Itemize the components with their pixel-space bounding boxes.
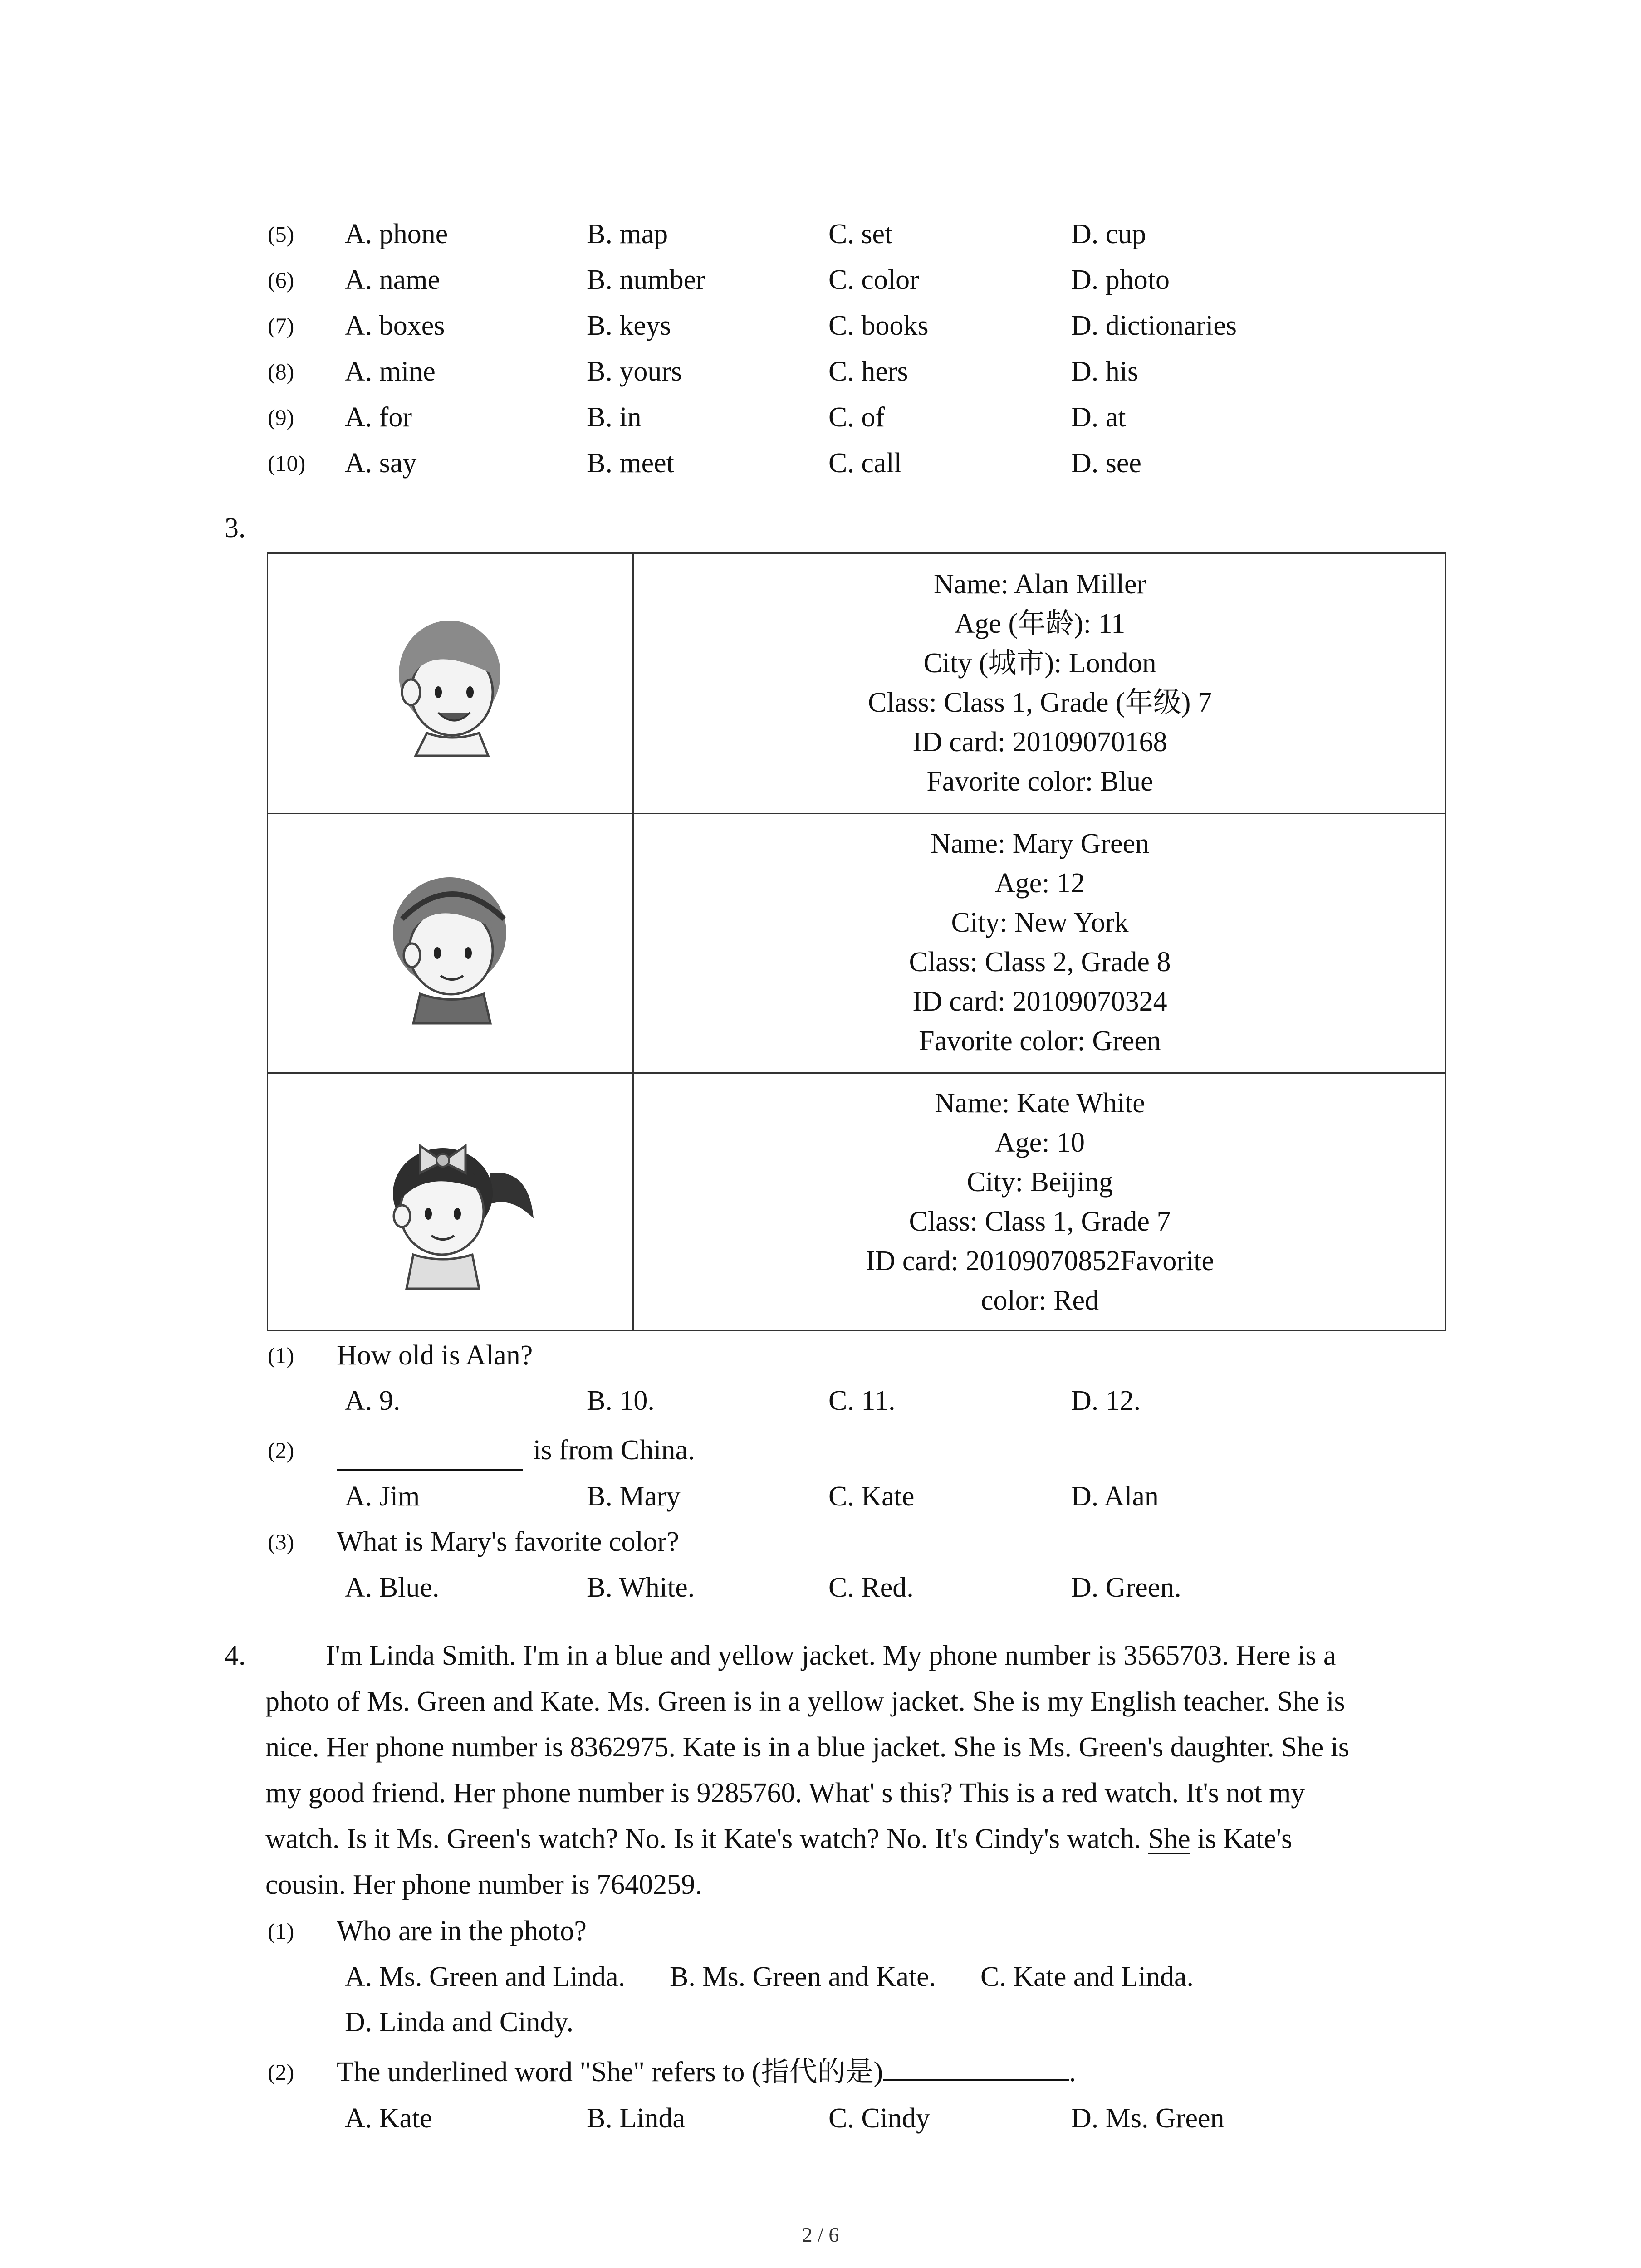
profile-line: Class: Class 1, Grade (年级) 7 xyxy=(868,687,1212,718)
question-number: (7) xyxy=(268,313,294,338)
passage-line: I'm Linda Smith. I'm in a blue and yellow jacket. My phone number is 3565703. Here is a xyxy=(326,1640,1336,1671)
profile-line: City: Beijing xyxy=(966,1167,1113,1198)
option-b: B. keys xyxy=(587,310,671,341)
option-a: A. phone xyxy=(345,219,448,249)
profile-line: Favorite color: Green xyxy=(919,1026,1161,1056)
option-b: B. in xyxy=(587,402,642,433)
table-divider xyxy=(268,813,1445,814)
answer-blank xyxy=(883,2054,1069,2081)
option-c: C. color xyxy=(828,264,919,295)
option-a: A. Kate xyxy=(345,2103,432,2134)
question-number: (8) xyxy=(268,359,294,384)
option-c: C. set xyxy=(828,219,893,249)
passage-line: my good friend. Her phone number is 9285760. What' s this? This is a red watch. It's not my xyxy=(265,1778,1305,1809)
section-number: 3. xyxy=(225,513,246,543)
option-c: C. 11. xyxy=(828,1385,896,1416)
profile-line: City (城市): London xyxy=(923,648,1156,679)
option-a: A. Blue. xyxy=(345,1572,440,1603)
question-stem: Who are in the photo? xyxy=(337,1916,587,1946)
profile-line: Age: 10 xyxy=(994,1127,1085,1158)
profile-line: ID card: 20109070168 xyxy=(912,727,1167,758)
profile-info-kate xyxy=(634,1084,1446,1320)
option-c: C. Red. xyxy=(828,1572,914,1603)
profile-line: Class: Class 2, Grade 8 xyxy=(909,947,1171,978)
option-a: A. Jim xyxy=(345,1481,420,1512)
profile-info-alan xyxy=(634,565,1446,802)
option-d: D. see xyxy=(1071,448,1141,479)
profile-info-mary xyxy=(634,824,1446,1061)
profile-line: ID card: 20109070852Favorite xyxy=(866,1246,1214,1276)
option-b: B. Linda xyxy=(587,2103,685,2134)
option-d: D. his xyxy=(1071,356,1139,387)
question-stem-text: The underlined word "She" refers to (指代的是) xyxy=(337,2057,883,2087)
profile-line: Name: Mary Green xyxy=(930,828,1149,859)
question-stem: What is Mary's favorite color? xyxy=(337,1526,679,1557)
option-b: B. number xyxy=(587,264,705,295)
profile-table xyxy=(267,552,1446,1331)
question-number: (2) xyxy=(268,1437,294,1463)
question-number: (5) xyxy=(268,221,294,247)
option-c: C. hers xyxy=(828,356,908,387)
profile-line: Name: Alan Miller xyxy=(933,569,1146,600)
option-b: B. meet xyxy=(587,448,674,479)
profile-line: color: Red xyxy=(981,1285,1099,1316)
passage-line: nice. Her phone number is 8362975. Kate is in a blue jacket. She is Ms. Green's daughter. She is xyxy=(265,1732,1350,1763)
option-d: D. Ms. Green xyxy=(1071,2103,1225,2134)
option-a: A. boxes xyxy=(345,310,445,341)
option-a: A. Ms. Green and Linda. xyxy=(345,1961,626,1992)
option-d: D. Alan xyxy=(1071,1481,1159,1512)
option-c: C. Kate xyxy=(828,1481,915,1512)
option-b: B. yours xyxy=(587,356,682,387)
profile-line: Favorite color: Blue xyxy=(926,766,1153,797)
option-d: D. at xyxy=(1071,402,1126,433)
page-number: 2 / 6 xyxy=(802,2223,839,2246)
option-d: D. photo xyxy=(1071,264,1170,295)
question-stem: is from China. xyxy=(533,1435,695,1466)
passage-text: watch. Is it Ms. Green's watch? No. Is it Kate's watch? No. It's Cindy's watch. xyxy=(265,1823,1148,1854)
option-b: B. 10. xyxy=(587,1385,655,1416)
question-number: (1) xyxy=(268,1918,294,1944)
profile-line: City: New York xyxy=(951,907,1129,938)
option-d: D. dictionaries xyxy=(1071,310,1237,341)
profile-line: ID card: 20109070324 xyxy=(912,986,1167,1017)
option-d: D. cup xyxy=(1071,219,1146,249)
option-c: C. call xyxy=(828,448,902,479)
passage-text: is Kate's xyxy=(1190,1823,1293,1854)
profile-line: Age: 12 xyxy=(994,868,1085,899)
option-d: D. 12. xyxy=(1071,1385,1141,1416)
option-b: B. Ms. Green and Kate. xyxy=(670,1961,936,1992)
option-b: B. White. xyxy=(587,1572,695,1603)
profile-line: Class: Class 1, Grade 7 xyxy=(909,1206,1171,1237)
option-c: C. books xyxy=(828,310,929,341)
option-d: D. Linda and Cindy. xyxy=(345,2007,573,2038)
question-stem: How old is Alan? xyxy=(337,1340,533,1371)
question-stem-end: . xyxy=(1069,2057,1076,2087)
boy-avatar-icon xyxy=(384,606,520,760)
passage-line: cousin. Her phone number is 7640259. xyxy=(265,1869,702,1900)
profile-line: Name: Kate White xyxy=(935,1088,1145,1119)
option-c: C. Kate and Linda. xyxy=(980,1961,1194,1992)
question-number: (10) xyxy=(268,450,306,476)
reading-passage xyxy=(265,1633,1450,1908)
question-number: (3) xyxy=(268,1529,294,1554)
ponytail-girl-avatar-icon xyxy=(375,1119,538,1291)
option-a: A. say xyxy=(345,448,417,479)
profile-line: Age (年龄): 11 xyxy=(954,608,1126,639)
section-number: 4. xyxy=(225,1640,246,1671)
underlined-word: She xyxy=(1148,1823,1190,1854)
question-number: (6) xyxy=(268,267,294,293)
answer-blank xyxy=(337,1443,523,1471)
question-stem xyxy=(337,2054,1076,2090)
question-number: (9) xyxy=(268,405,294,430)
table-divider xyxy=(268,1072,1445,1074)
passage-line: photo of Ms. Green and Kate. Ms. Green is in a yellow jacket. She is my English teacher. She is xyxy=(265,1686,1345,1717)
option-b: B. Mary xyxy=(587,1481,681,1512)
option-b: B. map xyxy=(587,219,668,249)
question-number: (2) xyxy=(268,2059,294,2085)
option-a: A. mine xyxy=(345,356,436,387)
option-c: C. of xyxy=(828,402,885,433)
question-number: (1) xyxy=(268,1343,294,1368)
passage-line xyxy=(265,1816,1450,1862)
girl-avatar-icon xyxy=(379,865,524,1028)
option-c: C. Cindy xyxy=(828,2103,930,2134)
option-a: A. 9. xyxy=(345,1385,401,1416)
option-a: A. for xyxy=(345,402,412,433)
option-d: D. Green. xyxy=(1071,1572,1181,1603)
option-a: A. name xyxy=(345,264,441,295)
